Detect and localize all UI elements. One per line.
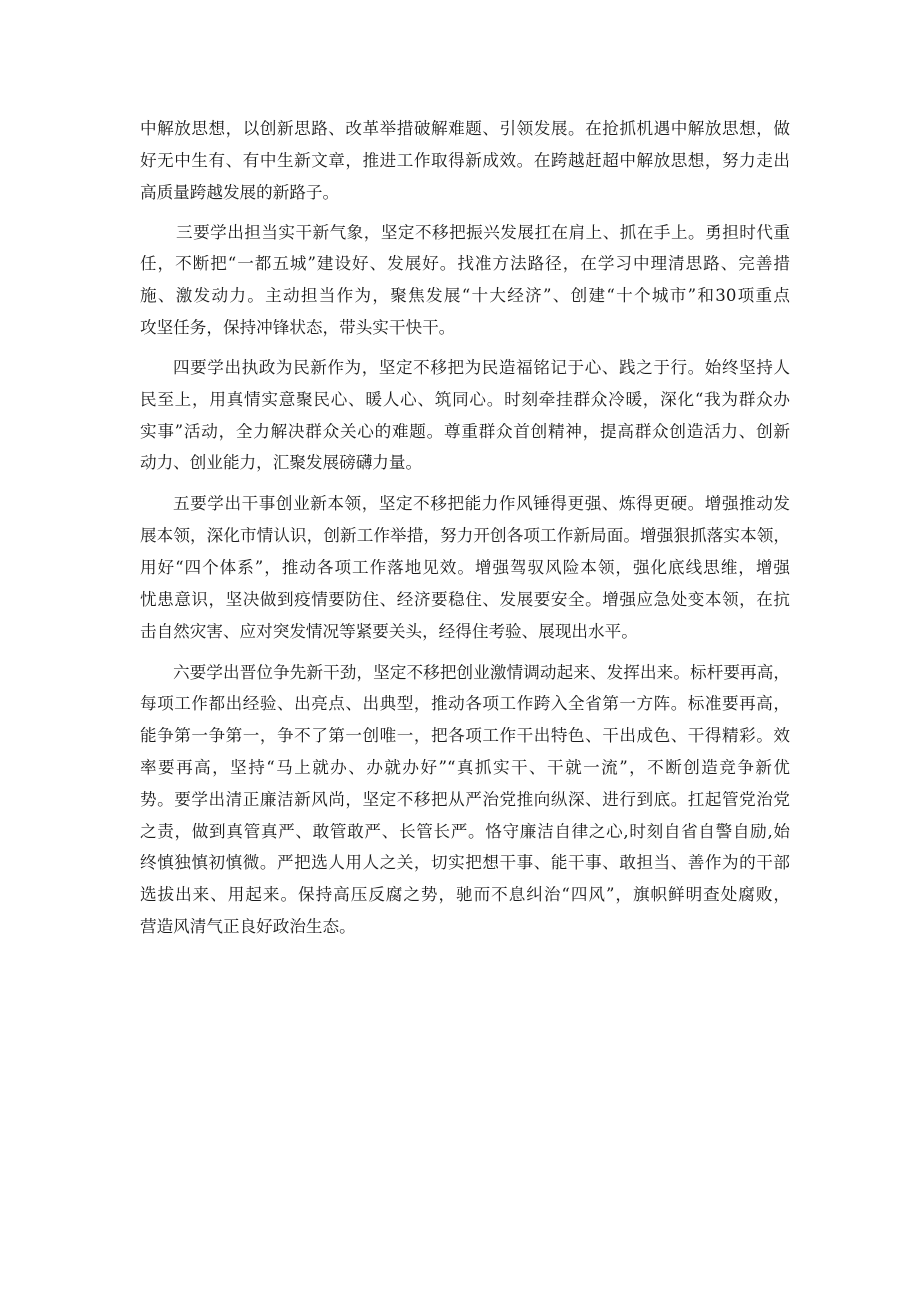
document-body bbox=[140, 114, 790, 954]
text-line: 用好“四个体系”，推动各项工作落地见效。增强驾驭风险本领，强化底线思维，增强 bbox=[140, 557, 790, 577]
paragraph-3 bbox=[140, 353, 790, 478]
text-line: 施、激发动力。主动担当作为，聚焦发展“十大经济”、创建“十个城市”和30项重点 bbox=[140, 286, 790, 306]
text-line: 势。要学出清正廉洁新风尚，坚定不移把从严治党推向纵深、进行到底。扛起管党治党 bbox=[140, 789, 790, 809]
paragraph-4 bbox=[140, 489, 790, 646]
text-line: 三要学出担当实干新气象，坚定不移把振兴发展扛在肩上、抓在手上。勇担时代重 bbox=[176, 222, 790, 242]
text-line: 忧患意识，坚决做到疫情要防住、经济要稳住、发展要安全。增强应急处变本领，在抗 bbox=[140, 589, 790, 609]
text-line: 任，不断把“一都五城”建设好、发展好。找准方法路径，在学习中理清思路、完善措 bbox=[140, 254, 790, 274]
text-line: 实事”活动，全力解决群众关心的难题。尊重群众首创精神，提高群众创造活力、创新 bbox=[140, 421, 790, 441]
text-line: 中解放思想，以创新思路、改革举措破解难题、引领发展。在抢抓机遇中解放思想，做 bbox=[140, 119, 790, 138]
text-line: 展本领，深化市情认识，创新工作举措，努力开创各项工作新局面。增强狠抓落实本领， bbox=[140, 526, 790, 546]
text-line: 好无中生有、有中生新文章，推进工作取得新成效。在跨越赶超中解放思想，努力走出 bbox=[140, 150, 790, 170]
text-line: 选拔出来、用起来。保持高压反腐之势，驰而不息纠治“四风”，旗帜鲜明查处腐败， bbox=[140, 885, 790, 905]
paragraph-5 bbox=[140, 658, 790, 942]
text-line: 高质量跨越发展的新路子。 bbox=[140, 182, 340, 202]
text-line: 民至上，用真情实意聚民心、暖人心、筑同心。时刻牵挂群众冷暖，深化“我为群众办 bbox=[140, 389, 790, 409]
text-line: 之责，做到真管真严、敢管敢严、长管长严。恪守廉洁自律之心,时刻自省自警自励,始 bbox=[140, 821, 790, 841]
text-line: 每项工作都出经验、出亮点、出典型，推动各项工作跨入全省第一方阵。标准要再高， bbox=[140, 694, 790, 714]
text-line: 击自然灾害、应对突发情况等紧要关头，经得住考验、展现出水平。 bbox=[140, 621, 638, 641]
text-line: 率要再高，坚持“马上就办、办就办好”“真抓实干、干就一流”，不断创造竞争新优 bbox=[140, 757, 790, 777]
paragraph-2 bbox=[140, 218, 790, 343]
text-line: 六要学出晋位争先新干劲，坚定不移把创业激情调动起来、发挥出来。标杆要再高， bbox=[173, 662, 790, 682]
text-line: 五要学出干事创业新本领，坚定不移把能力作风锤得更强、炼得更硬。增强推动发 bbox=[173, 494, 790, 514]
text-line: 攻坚任务，保持冲锋状态，带头实干快干。 bbox=[140, 317, 456, 337]
text-line: 终慎独慎初慎微。严把选人用人之关，切实把想干事、能干事、敢担当、善作为的干部 bbox=[140, 853, 790, 873]
text-line: 营造风清气正良好政治生态。 bbox=[140, 916, 356, 936]
text-line: 能争第一争第一，争不了第一创唯一，把各项工作干出特色、干出成色、干得精彩。效 bbox=[140, 726, 790, 746]
text-line: 四要学出执政为民新作为，坚定不移把为民造福铭记于心、践之于行。始终坚持人 bbox=[173, 357, 790, 377]
paragraph-1 bbox=[140, 114, 790, 208]
text-line: 动力、创业能力，汇聚发展磅礴力量。 bbox=[140, 453, 423, 473]
